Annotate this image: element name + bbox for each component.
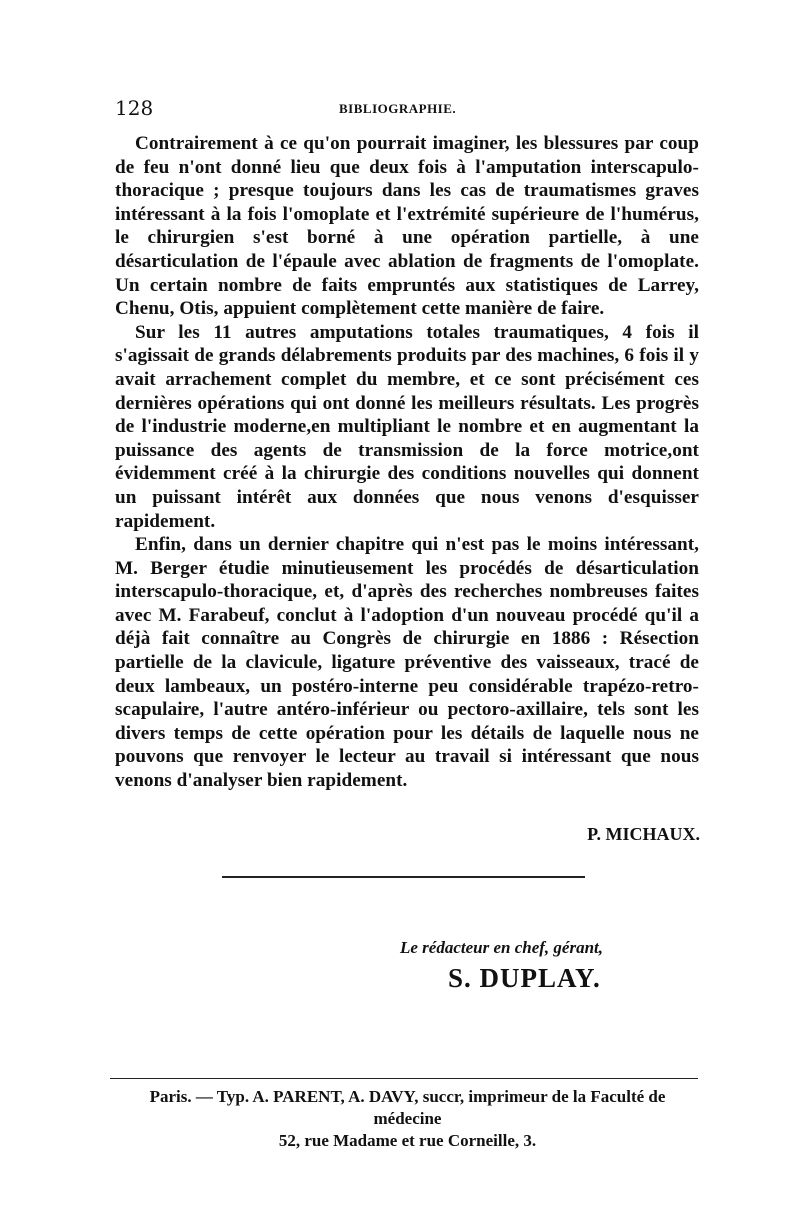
editor-title: Le rédacteur en chef, gérant, — [400, 938, 604, 957]
page-header — [115, 96, 687, 120]
page-number: 128 — [115, 96, 154, 120]
imprint-line: Paris. — Typ. A. PARENT, A. DAVY, succr, imprimeur de la Faculté de médecine — [149, 1087, 666, 1128]
paragraph: Enfin, dans un dernier chapitre qui n'est pas le moins intéressant, M. Berger étudie minutieusement les procédés de désarticulation interscapulo-thoracique, et, d'après des recherches nombreuses faites avec M. Farabeuf, conclut à l'adoption d'un nouveau procédé qu'il a déjà fait connaître au Congrès de chirurgie en 1886 : Résection partielle de la clavicule, ligature préventive des vaisseaux, tracé de deux lambeaux, un postéro-interne peu considérable trapézo-retro-scapulaire, l'autre antéro-inférieur ou pectoro-axillaire, tels sont les divers temps de cette opération pour les détails de laquelle nous ne pouvons que renvoyer le lecteur au travail si intéressant que nous venons d'analyser bien rapidement. — [115, 534, 699, 792]
imprint-line: 52, rue Madame et rue Corneille, 3. — [278, 1131, 537, 1150]
article-body — [115, 132, 699, 793]
printer-imprint — [115, 1086, 700, 1152]
section-divider — [222, 876, 585, 878]
running-head: BIBLIOGRAPHIE. — [339, 101, 457, 116]
paragraph: Sur les 11 autres amputations totales traumatiques, 4 fois il s'agissait de grands délabrements produits par des machines, 6 fois il y avait arrachement complet du membre, et ce sont précisément ces dernières opérations qui ont donné les meilleurs résultats. Les progrès de l'industrie moderne,en multipliant le nombre et en augmentant la puissance des agents de transmission de la force motrice,ont évidemment créé à la chirurgie des conditions nouvelles qui donnent un puissant intérêt aux données que nous venons d'esquisser rapidement. — [115, 321, 699, 532]
paragraph: Contrairement à ce qu'on pourrait imaginer, les blessures par coup de feu n'ont donné lieu que deux fois à l'amputation interscapulo-thoracique ; presque toujours dans les cas de traumatismes graves intéressant à la fois l'omoplate et l'extrémité supérieure de l'humérus, le chirurgien s'est borné à une opération partielle, à une désarticulation de l'épaule avec ablation de fragments de l'omoplate. Un certain nombre de faits empruntés aux statistiques de Larrey, Chenu, Otis, appuient complètement cette manière de faire. — [115, 133, 699, 320]
author-signature: P. MICHAUX. — [587, 824, 700, 844]
editor-name: S. DUPLAY. — [448, 963, 601, 993]
footer-divider — [110, 1078, 698, 1079]
